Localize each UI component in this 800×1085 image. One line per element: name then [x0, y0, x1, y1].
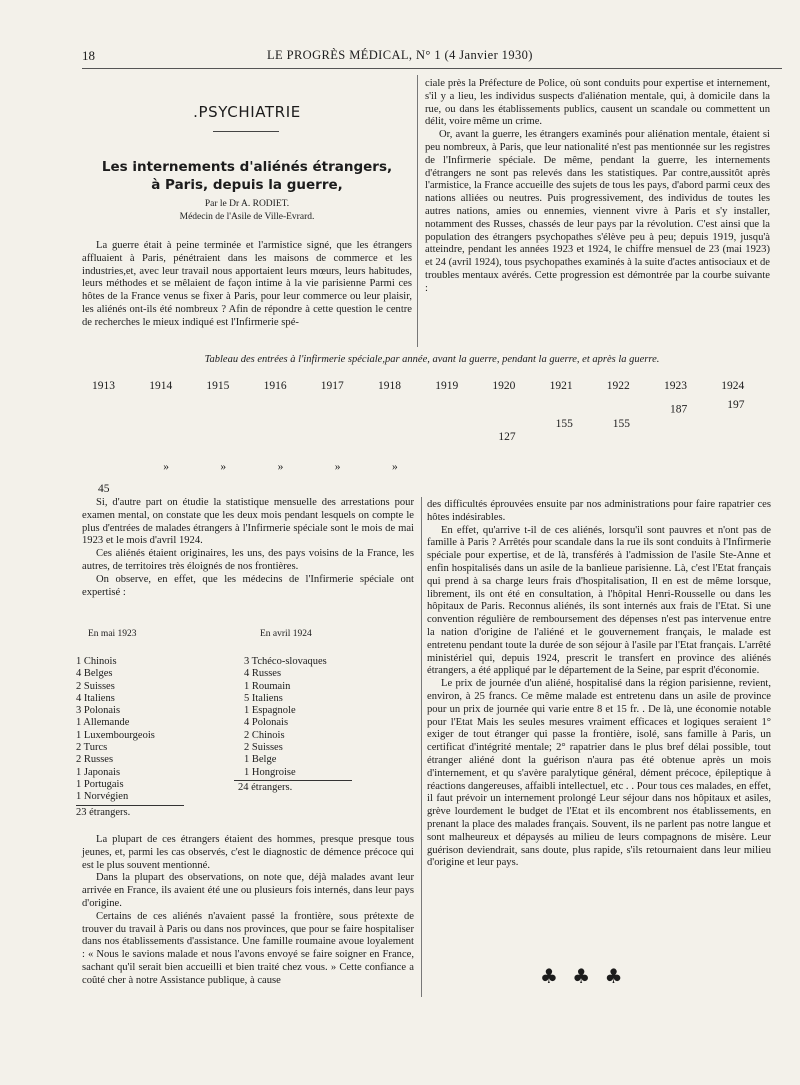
data-label: 45: [98, 483, 110, 495]
x-tick-label: 1921: [549, 380, 573, 392]
affiliation: Médecin de l'Asile de Ville-Evrard.: [179, 212, 315, 222]
paragraph: En effet, qu'arrive t-il de ces aliénés, lorsqu'il sont pauvres et n'ont pas de famille à Paris ? Arrêtés pour scandale dans la rue ils sont conduits à l'Infirmerie spéciale pour expertise, et de là, transférés à l'admission de l'asile Ste-Anne et enfin hospitalisés dans un asile de la banlieue parisienne. Là, c'est l'Etat français qui prend à sa charge leurs frais d'hospitalisation, Il en est de même lorsque, librement, ils ont été en consultation, à l'hôpital Henri-Rousselle ou dans les hôpitaux de Paris. Reconnus aliénés, ils sont internés aux frais de l'Etat. Si une convention régulière de remboursement des dépenses n'est pas intervenue entre la nation d'origine de l'aliéné et le gouvernement français, le malade est entretenu pendant toute la durée de son séjour à l'asile par l'Etat français. L'arrêté ministériel qui, depuis 1924, prescrit le transfert en province des aliénés étrangers, a été appliqué par le département de la Seine, par esprit d'économie.: [427, 524, 771, 677]
x-tick-label: 1916: [263, 380, 287, 392]
nationality-row: 2 Turcs: [76, 742, 108, 754]
col1-list: [76, 656, 155, 804]
col1-total-rule: [76, 805, 184, 806]
paragraph: ciale près la Préfecture de Police, où sont conduits pour expertise et internement, s'il y a lieu, les individus suspects d'aliénation mentale, qui, à domicile dans la rue, ou dans les établissements publics, causent un scandale ou commettent un délit, voire même un crime.: [425, 78, 770, 128]
article-title: [82, 158, 412, 194]
paragraph: Certains de ces aliénés n'avaient passé la frontière, sous prétexte de trouver du travail à Paris ou dans nos provinces, que pour se faire hospitaliser dans nos établissements d'assistance. Une famille roumaine avoue loyalement : « Nous le savions malade et nous l'avons envoyé se faire soigner en France, sachant qu'il serait bien accueilli et bien traité chez vous. » Cette confiance a coûté cher à notre Assistance publique, à cause: [82, 910, 414, 986]
entries-chart: [82, 372, 782, 500]
data-label: 197: [727, 398, 745, 411]
paragraph: On observe, en effet, que les médecins de l'Infirmerie spéciale ont expertisé :: [82, 573, 414, 598]
chart-caption: Tableau des entrées à l'infirmerie spéciale,par année, avant la guerre, pendant la guerre, et après la guerre.: [204, 354, 660, 365]
left-top-text: [82, 240, 412, 330]
right-bottom-text: [427, 499, 771, 870]
paragraph: des difficultés éprouvées ensuite par nos administrations pour faire rapatrier ces hôtes indésirables.: [427, 499, 771, 523]
x-tick-label: 1915: [206, 380, 230, 392]
column-rule-bottom: [421, 497, 422, 997]
column-rule-top: [417, 75, 418, 347]
nationality-row: 3 Polonais: [76, 705, 121, 717]
left-bottom-text: [82, 497, 414, 599]
nationality-row: 1 Luxembourgeois: [76, 729, 155, 741]
no-data-mark: »: [277, 461, 284, 473]
paragraph: Dans la plupart des observations, on note que, déjà malades avant leur arrivée en France, ils avaient été une ou plusieurs fois internés, dans leur pays d'origine.: [82, 872, 414, 909]
nationality-row: 5 Italiens: [244, 692, 283, 704]
x-tick-label: 1919: [435, 380, 459, 392]
col2-total: 24 étrangers.: [238, 782, 293, 793]
nationality-row: 1 Espagnole: [244, 705, 296, 717]
nationality-row: 1 Chinois: [76, 656, 117, 667]
paragraph: Or, avant la guerre, les étrangers examinés pour aliénation mentale, étaient si peu nombreux, à Paris, que leur nationalité n'est pas mentionnée sur les registres de l'Infirmerie spéciale. De même, pendant la guerre, les internements d'étrangers ne sont pas relevés dans les statistiques. Par contre,aussitôt après l'armistice, la France accueille des sujets de tous les pays, d'abord parmi ceux des nations alliées ou neutres. Puis progressivement, des individus de toutes les autres nations, amies ou ennemies, viennent vivre à Paris et s'y installer, notamment des Russes, chassés de leur pays par la révolution. C'est ainsi que la population des étrangers psychopathes s'élève peu à peu; depuis 1919, jusqu'à atteindre, pendant les années 1923 et 1924, le chiffre mensuel de 23 (mai 1923) et 24 (avril 1924), tous psychopathes examinés à la suite d'actes antisociaux et de troubles mentaux avérés. Cette progression est démontrée par la courbe suivante :: [425, 129, 770, 294]
paragraph: La plupart de ces étrangers étaient des hommes, presque presque tous jeunes, et, parmi les cas observés, c'est le diagnostic de démence précoce qui est le plus souvent mentionné.: [82, 834, 414, 871]
x-tick-label: 1920: [492, 380, 516, 392]
nationality-row: 4 Polonais: [244, 717, 289, 729]
no-data-mark: »: [163, 461, 169, 473]
no-data-mark: »: [334, 461, 341, 473]
nationality-row: 2 Russes: [76, 754, 114, 766]
x-tick-label: 1924: [721, 380, 745, 392]
data-label: 127: [498, 430, 516, 443]
article-title-line2: à Paris, depuis la guerre,: [151, 177, 343, 193]
paragraph: La guerre était à peine terminée et l'armistice signé, que les étrangers affluaient à Paris, pénétraient dans les maisons de commerce et les industries,et, avec leur travail nous apportaient leurs mœurs, leurs habitudes, leurs méthodes et se mêlaient de façon intime à la vie parisienne Parmi ces hôtes de la France venus se fixer à Paris, pour leur commerce ou leur plaisir, les aliénés ont-ils été nombreux ? Afin de répondre à cette question le centre de recherches le mieux indiqué est l'Infirmerie spé-: [82, 240, 412, 328]
page-header: [82, 48, 782, 66]
paragraph: Le prix de journée d'un aliéné, hospitalisé dans la région parisienne, revient, environ, à 25 francs. Ce même malade est entretenu dans un asile de province pour un prix de journée qui varie entre 8 et 15 fr. . De là, une économie notable pour l'Etat Mais les seules mesures vraiment efficaces et logiques seraient 1° exiger de tout étranger qui passe la frontière, isolé, sans famille à Paris, un certificat d'intégrité mentale; 2° rapatrier dans le plus bref délai possible, tout étranger aliéné dont la guérison n'aura pas été obtenue après un mois d'internement, et qu s'avère paralytique général, dément précoce, épileptique à réactions dangereuses, affaibli intellectuel, etc . . Pour tous ces malades, en effet, il faut prévoir un internement prolongé Leur séjour dans nos hôpitaux et asiles, grève lourdement le budget de l'Etat et ils encombrent nos établissements, en prenant la place des malades français. Souvent, ils ne parlent pas notre langue et sont malheureux et dépaysés au milieu de leurs compagnons de misère. Leur guérison deviendrait, sans doute, plus rapide, s'ils retournaient dans leur milieu d'origine et leur pays.: [427, 678, 771, 869]
byline: Par le Dr A. RODIET.: [204, 199, 290, 209]
x-tick-label: 1913: [92, 380, 115, 392]
nationality-row: 4 Italiens: [76, 692, 115, 704]
article-title-line1: Les internements d'aliénés étrangers,: [101, 159, 393, 175]
nationality-row: 2 Suisses: [244, 742, 283, 754]
header-rule: [82, 68, 782, 69]
running-title: LE PROGRÈS MÉDICAL, N° 1 (4 Janvier 1930): [267, 48, 533, 62]
nationality-row: 1 Roumain: [244, 680, 291, 692]
nationality-row: 3 Tchéco-slovaques: [244, 656, 327, 667]
col2-list: [244, 656, 327, 779]
data-label: 155: [612, 418, 631, 431]
nationality-row: 4 Belges: [76, 668, 113, 680]
nationality-row: 2 Chinois: [244, 729, 285, 741]
x-tick-label: 1914: [149, 380, 173, 392]
no-data-mark: »: [220, 461, 227, 473]
left-after-table-text: [82, 834, 414, 988]
col2-total-rule: [234, 780, 352, 781]
col1-total: 23 étrangers.: [76, 807, 131, 818]
x-tick-label: 1922: [606, 380, 630, 392]
section-title: .PSYCHIATRIE: [193, 103, 301, 121]
page-number: 18: [82, 48, 95, 63]
x-tick-label: 1923: [664, 380, 687, 392]
nationality-row: 1 Norvégien: [76, 791, 129, 803]
paragraph: Ces aliénés étaient originaires, les uns, des pays voisins de la France, les autres, de territoires très éloignés de nos frontières.: [82, 548, 414, 572]
nationality-row: 1 Hongroise: [244, 766, 296, 778]
data-label: 187: [670, 403, 688, 416]
x-tick-label: 1917: [320, 380, 344, 392]
data-label: 155: [555, 418, 573, 431]
x-tick-label: 1918: [378, 380, 401, 392]
nationality-row: 1 Portugais: [76, 778, 124, 790]
nationality-row: 1 Belge: [244, 754, 277, 766]
nationality-row: 2 Suisses: [76, 680, 115, 692]
end-ornament: ♣ ♣ ♣: [540, 964, 627, 988]
no-data-mark: »: [392, 461, 398, 473]
col2-header: En avril 1924: [260, 629, 312, 639]
col1-header: En mai 1923: [88, 629, 137, 639]
paragraph: Si, d'autre part on étudie la statistique mensuelle des arrestations pour examen mental, on constate que les deux mois pendant lesquels on compte le plus d'entrées de malades étrangers à l'Infirmerie spéciale sont le mois de mai 1923 et le mois d'avril 1924.: [82, 497, 414, 547]
nationality-row: 1 Japonais: [76, 766, 121, 778]
nationality-row: 4 Russes: [244, 668, 282, 680]
nationality-table: [76, 628, 412, 824]
nationality-row: 1 Allemande: [76, 717, 130, 729]
section-rule: [213, 131, 279, 132]
right-top-text: [425, 78, 770, 296]
